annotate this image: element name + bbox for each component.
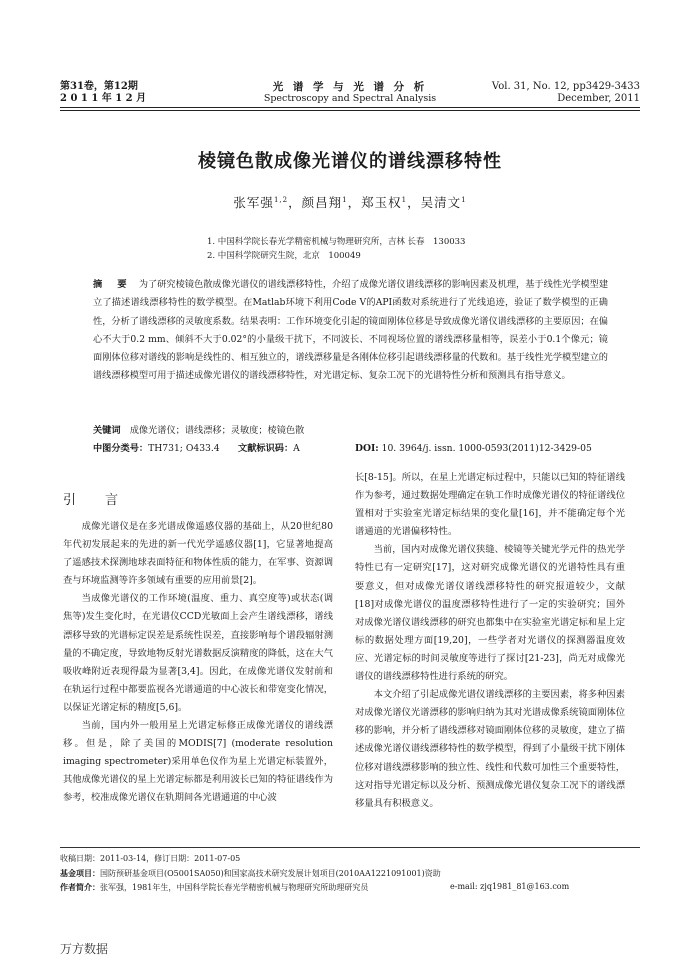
header-rule-bottom <box>60 110 640 111</box>
paragraph: 成像光谱仪是在多光谱成像遥感仪器的基础上，从20世纪80年代初发展起来的先进的新一代光学遥感仪器[1]，它显著地提高了遥感技术探测地球表面特征和物体性质的能力，在军事、资源调查与环境监测等许多领域有重要的应用前景[2]。 <box>63 521 333 587</box>
author-list: 张军强$^{1,2}$，颜昌翔$^1$，郑玉权$^1$，吴清文$^1$ <box>233 195 467 210</box>
fund-text: 国防预研基金项目(O5001SA050)和国家高技术研究发展计划项目(2010AA1221091001)资助 <box>100 869 441 878</box>
date-line-en: December, 2011 <box>557 93 640 104</box>
author-name: 张军强 <box>233 195 274 210</box>
classification <box>93 440 300 457</box>
citation-line: Vol. 31, No. 12, pp3429-3433 <box>491 81 640 92</box>
author-name: 郑玉权 <box>361 195 402 210</box>
author-bio-label: 作者简介： <box>60 882 100 892</box>
paragraph: 长[8-15]。所以，在星上光谱定标过程中，只能以已知的特征谱线作为参考，通过数据处理确定在轨工作时成像光谱仪的特征谱线位置相对于实验室光谱定标结果的变化量[16]，并不能确定每个光谱通道的光谱偏移特性。 <box>355 472 625 538</box>
keywords-text: 成像光谱仪；谱线漂移；灵敏度；棱镜色散 <box>129 425 305 436</box>
paragraph: 当成像光谱仪的工作环境(温度、重力、真空度等)或状态(调焦等)发生变化时，在光谱仪CCD光敏面上会产生谱线漂移，谱线漂移导致的光谱标定误差是系统性误差，直接影响每个谱段辐射测量的不确定度，导致地物反射光谱数据反演精度的降低，这在大气吸收峰附近表现得最为显著[3,4]。因此，在成像光谱仪发射前和在轨运行过程中都要监视各光谱通道的中心波长和带宽变化情况，以保证光谱定标的精度[5,6]。 <box>63 593 333 713</box>
doc-code-label: 文献标识码： <box>238 443 294 454</box>
volume-line: 第31卷，第12期 <box>60 81 138 92</box>
right-column <box>355 469 625 813</box>
footnote-rule <box>60 847 640 848</box>
fund-label: 基金项目： <box>60 868 100 878</box>
keywords-label: 关键词 <box>93 425 121 436</box>
journal-name-cn: 光 谱 学 与 光 谱 分 析 <box>272 81 428 93</box>
abstract-text: 为了研究棱镜色散成像光谱仪的谱线漂移特性，介绍了成像光谱仪谱线漂移的影响因素及机理，基于线性光学模型建立了描述谱线漂移特性的数学模型。在Matlab环境下利用Code V的API函数对系统进行了光线追迹，验证了数学模型的正确性，分析了谱线漂移的灵敏度系数。结果表明：工作环境变化引起的镜面刚体位移是导致成像光谱仪谱线漂移的主要原因；在偏心不大于0.2 mm、倾斜不大于0.02°的小量级干扰下，不同波长、不同视场位置的谱线漂移量相等，误差小于0.1个像元；镜面刚体位移对谱线的影响是线性的、相互独立的，谱线漂移量是各刚体位移引起谱线漂移量的代数和。基于线性光学模型建立的谱线漂移模型可用于描述成像光谱仪的谱线漂移特性，对光谱定标、复杂工况下的光谱特性分析和预测具有指导意义。 <box>93 279 609 382</box>
clc-label: 中图分类号： <box>93 443 149 454</box>
paper-title: 棱镜色散成像光谱仪的谱线漂移特性 <box>198 151 502 172</box>
clc-number: TH731; O433.4 <box>148 443 220 454</box>
abstract-label: 摘 要 <box>93 279 130 290</box>
keywords <box>93 422 304 439</box>
author-bio: 张军强，1981年生，中国科学院长春光学精密机械与物理研究所助理研究员 <box>100 883 369 892</box>
author-name: 颜昌翔 <box>301 195 343 210</box>
doi <box>355 440 592 457</box>
footnote-author <box>60 881 640 894</box>
author-affiliation-mark: 1 <box>461 195 467 204</box>
section-heading-introduction: 引 言 <box>63 493 127 508</box>
header-rule-top <box>60 107 640 108</box>
paragraph: 当前，国内外一般用星上光谱定标修正成像光谱仪的谱线漂移。但是，除了美国的MODIS[7] (moderate resolution imaging spectrometer)采用单色仪作为星上光谱定标装置外，其他成像光谱仪的星上光谱定标都是利用波长已知的特征谱线作为参考，校准成像光谱仪在轨期间各光谱通道的中心波 <box>63 720 333 804</box>
watermark-text: 万方数据 <box>60 942 109 956</box>
journal-citation <box>492 81 640 105</box>
footnote-received: 收稿日期：2011-03-14，修订日期：2011-07-05 <box>60 854 241 863</box>
affiliation-2: 2. 中国科学院研究生院，北京 100049 <box>207 251 361 261</box>
doi-label: DOI: <box>355 443 379 454</box>
author-affiliation-mark: 1,2 <box>273 195 289 204</box>
abstract <box>93 276 608 386</box>
doc-code: A <box>293 443 300 454</box>
author-affiliation-mark: 1 <box>401 195 408 204</box>
doi-value: 10. 3964/j. issn. 1000-0593(2011)12-3429-05 <box>381 443 592 454</box>
author-affiliation-mark: 1 <box>342 195 348 204</box>
footnote-fund <box>60 867 441 880</box>
journal-name-en: Spectroscopy and Spectral Analysis <box>263 93 437 104</box>
paragraph: 当前，国内对成像光谱仪狭缝、棱镜等关键光学元件的热光学特性已有一定研究[17]，这对研究成像光谱仪的光谱特性具有重要意义，但对成像光谱仪谱线漂移特性的研究报道较少，文献[18]对成像光谱仪的温度漂移特性进行了一定的实验研究；国外对成像光谱仪谱线漂移的研究也都集中在实验室光谱定标和星上定标的数据处理方面[19,20]，一些学者对光谱仪的探测器温度效应、光谱定标的时间灵敏度等进行了探讨[21-23]，尚无对成像光谱仪的谱线漂移特性进行系统的研究。 <box>355 544 625 683</box>
left-column <box>63 518 333 808</box>
date-line-cn: 2 0 1 1 年 1 2 月 <box>60 93 147 104</box>
author-name: 吴清文 <box>420 195 462 210</box>
affiliation-1: 1. 中国科学院长春光学精密机械与物理研究所，吉林 长春 130033 <box>207 237 466 247</box>
paragraph: 本文介绍了引起成像光谱仪谱线漂移的主要因素，将多种因素对成像光谱仪光谱漂移的影响归纳为其对光谱成像系统镜面刚体位移的影响，并分析了谱线漂移对镜面刚体位移的灵敏度，建立了描述成像光谱仪谱线漂移特性的数学模型，得到了小量级干扰下刚体位移对谱线漂移影响的独立性、线性和代数可加性三个重要特性，这对指导光谱定标以及分析、预测成像光谱仪复杂工况下的谱线漂移量具有积极意义。 <box>355 689 625 809</box>
author-email: e-mail: zjq1981_81@163.com <box>450 882 570 891</box>
